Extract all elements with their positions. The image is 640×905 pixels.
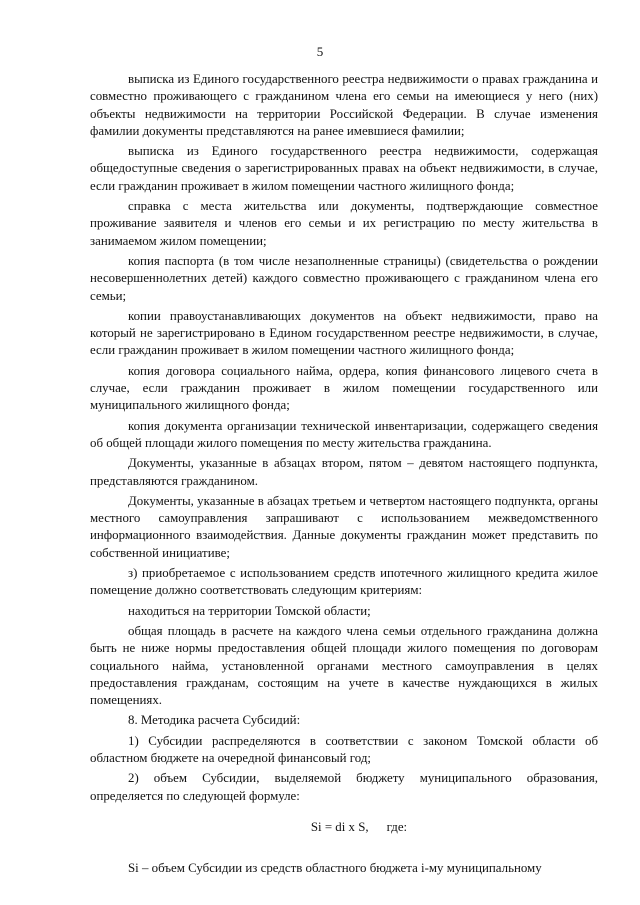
paragraph: справка с места жительства или документы, подтверждающие совместное проживание заявителя и членов его семьи и их регистрацию по месту жительства в занимаемом жилом помещении; bbox=[90, 199, 598, 248]
formula-expression: Si = di x S, bbox=[310, 819, 369, 834]
paragraph: копия паспорта (в том числе незаполненные страницы) (свидетельства о рождении несовершеннолетних детей) каждого совместно проживающего с гражданином члена его семьи; bbox=[90, 253, 598, 303]
formula bbox=[90, 819, 598, 836]
paragraph: 2) объем Субсидии, выделяемой бюджету муниципального образования, определяется по следующей формуле: bbox=[90, 771, 598, 803]
paragraph: общая площадь в расчете на каждого члена семьи отдельного гражданина должна быть не ниже нормы предоставления общей площади жилого помещения по договорам социального найма, установленной органами местного самоуправления в целях предоставления гражданам, состоящим на учете в качестве нуждающихся в жилых помещениях. bbox=[90, 623, 598, 708]
paragraph: выписка из Единого государственного реестра недвижимости о правах гражданина и совместно проживающего с гражданином члена его семьи на имеющиеся у него (них) объекты недвижимости на территории Российской Федерации. В случае изменения фамилии документы представляются на ранее имевшиеся фамилии; bbox=[90, 72, 598, 138]
paragraph: з) приобретаемое с использованием средств ипотечного жилищного кредита жилое помещение должно соответствовать следующим критериям: bbox=[90, 566, 598, 598]
paragraph: Документы, указанные в абзацах втором, пятом – девятом настоящего подпункта, представляются гражданином. bbox=[90, 456, 598, 488]
page-number: 5 bbox=[316, 44, 324, 59]
paragraph: копия документа организации технической инвентаризации, содержащего сведения об общей площади жилого помещения по месту жительства гражданина. bbox=[90, 418, 598, 450]
paragraph: копия договора социального найма, ордера, копия финансового лицевого счета в случае, если гражданин проживает в жилом помещении государственного или муниципального жилищного фонда; bbox=[90, 363, 598, 413]
paragraph: копии правоустанавливающих документов на объект недвижимости, право на который не зарегистрировано в Едином государственном реестре недвижимости, в случае, если гражданин проживает в жилом помещении частного жилищного фонда; bbox=[90, 308, 598, 358]
paragraph: Si – объем Субсидии из средств областного бюджета i-му муниципальному bbox=[128, 860, 542, 875]
paragraph: Документы, указанные в абзацах третьем и четвертом настоящего подпункта, органы местного самоуправления запрашивают с использованием межведомственного информационного взаимодействия. Данные документы гражданин может представить по собственной инициативе; bbox=[90, 493, 598, 560]
paragraph: выписка из Единого государственного реестра недвижимости, содержащая общедоступные сведения о зарегистрированных правах на объект недвижимости, в случае, если гражданин проживает в жилом помещении частного жилищного фонда; bbox=[90, 144, 598, 193]
paragraph: 1) Субсидии распределяются в соответствии с законом Томской области об областном бюджете на очередной финансовый год; bbox=[90, 733, 598, 765]
formula-where-label: где: bbox=[386, 819, 408, 834]
section-heading: 8. Методика расчета Субсидий: bbox=[128, 713, 301, 728]
document-body bbox=[90, 71, 598, 877]
paragraph: находиться на территории Томской области; bbox=[128, 603, 371, 618]
